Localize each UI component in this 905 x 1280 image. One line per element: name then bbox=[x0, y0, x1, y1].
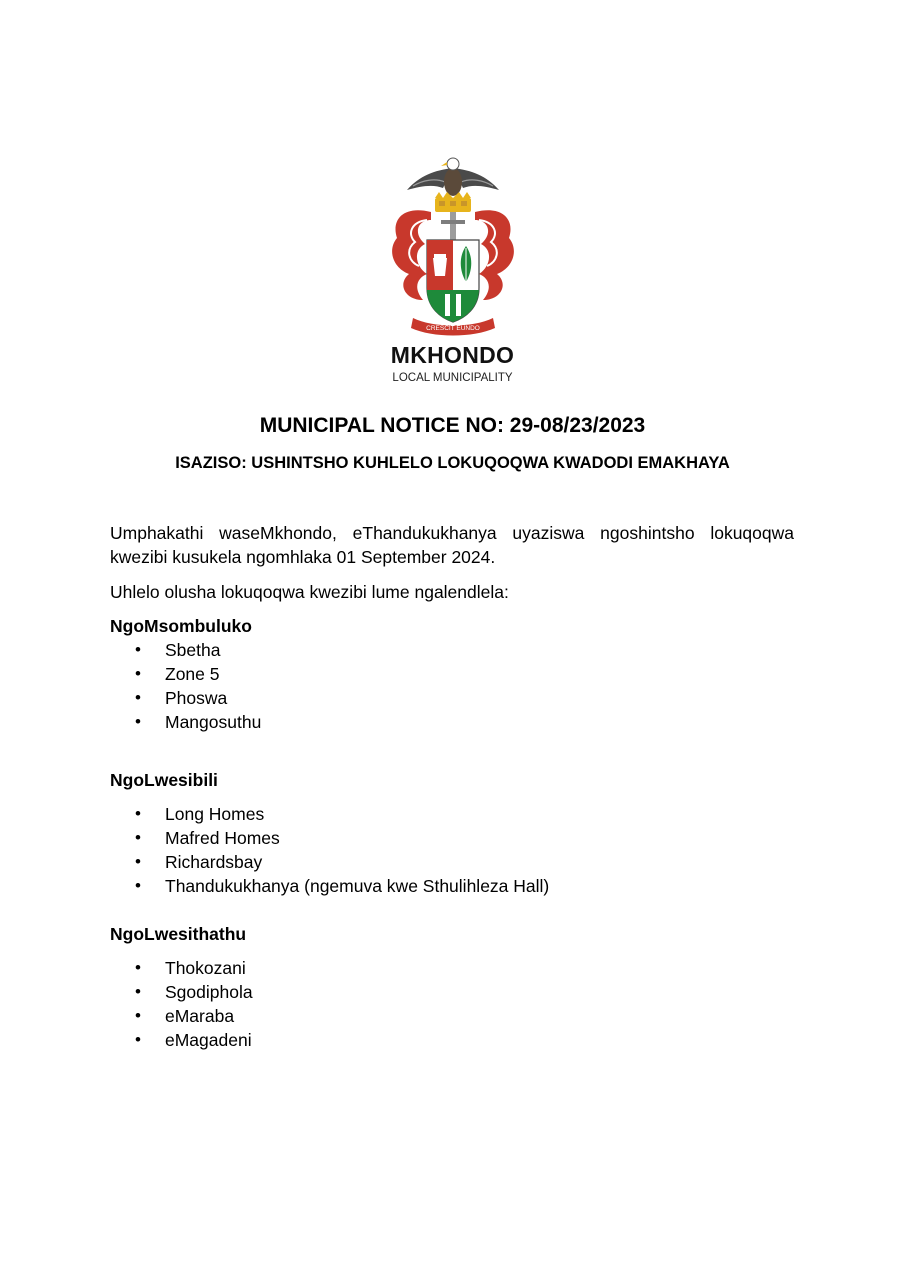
list-item bbox=[110, 826, 794, 850]
list-item bbox=[110, 850, 794, 874]
notice-title: MUNICIPAL NOTICE NO: 29-08/23/2023 bbox=[259, 414, 646, 437]
list-item bbox=[110, 1004, 794, 1028]
area-name: eMaraba bbox=[165, 1006, 235, 1026]
area-name: Thokozani bbox=[165, 958, 246, 978]
list-item bbox=[110, 1028, 794, 1052]
bullet-icon: • bbox=[135, 1030, 141, 1049]
bullet-icon: • bbox=[135, 712, 141, 731]
area-name: Long Homes bbox=[165, 804, 265, 824]
list-item bbox=[110, 710, 794, 734]
schedule-section-monday bbox=[110, 614, 794, 734]
area-name: Mangosuthu bbox=[165, 712, 262, 732]
organization-name: MKHONDO bbox=[390, 342, 515, 368]
bullet-icon: • bbox=[135, 852, 141, 871]
area-name: Sgodiphola bbox=[165, 982, 253, 1002]
area-list bbox=[110, 802, 794, 898]
list-item bbox=[110, 662, 794, 686]
area-name: Richardsbay bbox=[165, 852, 263, 872]
coat-of-arms-icon bbox=[383, 150, 523, 338]
crest-motto: CRESCIT EUNDO bbox=[425, 325, 480, 332]
bullet-icon: • bbox=[135, 876, 141, 895]
list-item bbox=[110, 638, 794, 662]
day-heading: NgoMsombuluko bbox=[110, 616, 252, 636]
bullet-icon: • bbox=[135, 804, 141, 823]
bullet-icon: • bbox=[135, 688, 141, 707]
list-item bbox=[110, 802, 794, 826]
schedule-section-tuesday bbox=[110, 768, 794, 898]
municipal-logo bbox=[0, 150, 905, 385]
area-name: Zone 5 bbox=[165, 664, 220, 684]
bullet-icon: • bbox=[135, 640, 141, 659]
intro-paragraph: Umphakathi waseMkhondo, eThandukukhanya uyaziswa ngoshintsho lokuqoqwa kwezibi kusukela ngomhlaka 01 September 2024. bbox=[110, 523, 794, 567]
bullet-icon: • bbox=[135, 828, 141, 847]
bullet-icon: • bbox=[135, 664, 141, 683]
list-item bbox=[110, 980, 794, 1004]
area-name: Thandukukhanya (ngemuva kwe Sthulihleza Hall) bbox=[165, 876, 550, 896]
area-name: Mafred Homes bbox=[165, 828, 280, 848]
schedule-intro: Uhlelo olusha lokuqoqwa kwezibi lume ngalendlela: bbox=[110, 582, 509, 602]
day-heading: NgoLwesibili bbox=[110, 770, 218, 790]
area-list bbox=[110, 956, 794, 1052]
notice-body bbox=[110, 521, 794, 1052]
schedule-section-wednesday bbox=[110, 922, 794, 1052]
area-name: Sbetha bbox=[165, 640, 221, 660]
bullet-icon: • bbox=[135, 1006, 141, 1025]
area-name: Phoswa bbox=[165, 688, 228, 708]
bullet-icon: • bbox=[135, 958, 141, 977]
day-heading: NgoLwesithathu bbox=[110, 924, 247, 944]
list-item bbox=[110, 874, 794, 898]
organization-subtitle: LOCAL MUNICIPALITY bbox=[392, 372, 513, 384]
notice-subtitle: ISAZISO: USHINTSHO KUHLELO LOKUQOQWA KWADODI EMAKHAYA bbox=[175, 454, 730, 472]
area-name: eMagadeni bbox=[165, 1030, 252, 1050]
bullet-icon: • bbox=[135, 982, 141, 1001]
area-list bbox=[110, 638, 794, 734]
list-item bbox=[110, 956, 794, 980]
list-item bbox=[110, 686, 794, 710]
